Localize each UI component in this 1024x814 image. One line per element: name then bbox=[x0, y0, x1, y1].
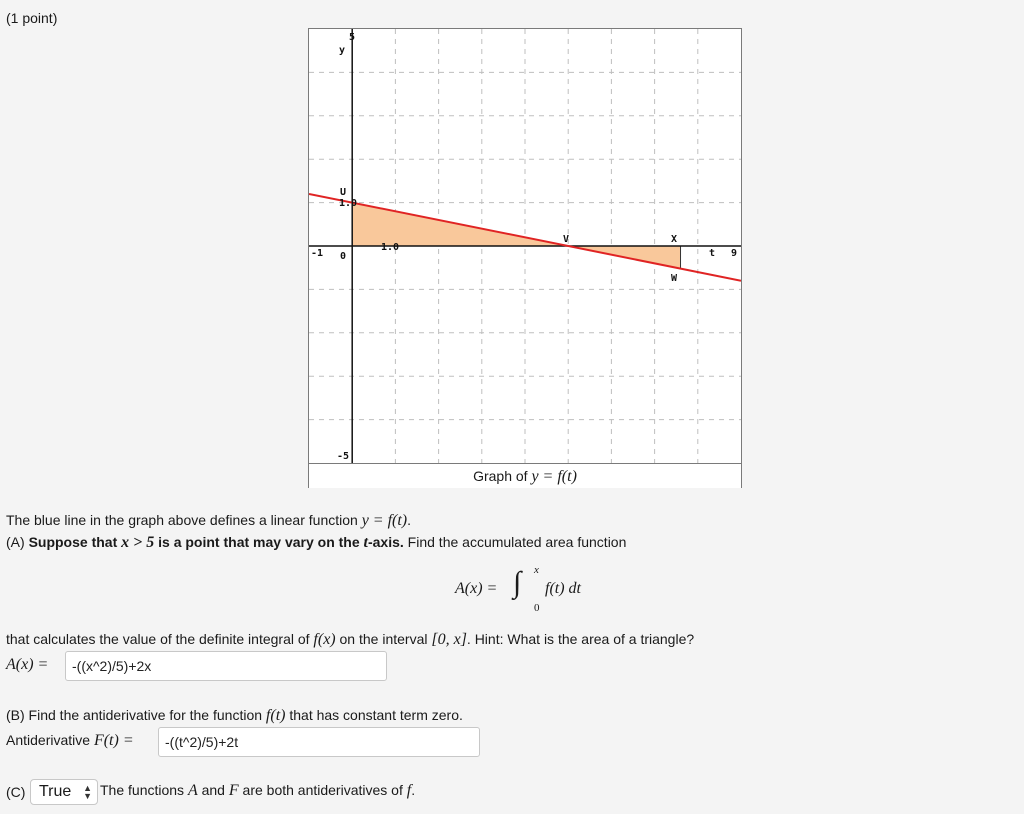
part-c-text-1: The functions bbox=[100, 782, 188, 798]
point-w-label: W bbox=[671, 273, 678, 284]
caption-text: Graph of bbox=[473, 468, 532, 484]
desc-text-3: . Hint: What is the area of a triangle? bbox=[466, 631, 695, 647]
point-u-label: U bbox=[340, 187, 347, 198]
part-c-line bbox=[100, 782, 415, 800]
point-u-value: 1.0 bbox=[339, 198, 358, 209]
part-b-text-1: (B) Find the antiderivative for the function bbox=[6, 707, 266, 723]
integral-sign-icon: ∫ bbox=[513, 566, 522, 599]
point-v-label: V bbox=[563, 234, 570, 245]
answer-a-label: A(x) = bbox=[6, 656, 49, 673]
part-a-rest: Find the accumulated area function bbox=[403, 534, 627, 550]
intro-line bbox=[6, 512, 411, 530]
graph-plot bbox=[309, 29, 741, 463]
y-axis-label: y bbox=[339, 45, 346, 56]
origin-label: 0 bbox=[340, 251, 347, 262]
graph-caption bbox=[309, 463, 741, 488]
formula-lhs: A(x) = bbox=[455, 580, 498, 597]
intro-end: . bbox=[407, 512, 412, 528]
formula-lower-limit: 0 bbox=[534, 602, 540, 614]
part-a-math-2: t bbox=[363, 534, 368, 551]
part-b-text-2: that has constant term zero. bbox=[285, 707, 463, 723]
part-c-math-2: F bbox=[228, 782, 239, 799]
part-c-text-2: and bbox=[197, 782, 229, 798]
intro-math: y = f(t) bbox=[361, 512, 408, 529]
point-value: (1 point) bbox=[6, 10, 58, 26]
part-b-line bbox=[6, 707, 463, 725]
intro-text: The blue line in the graph above defines a linear function bbox=[6, 512, 362, 528]
y-min-label: -5 bbox=[337, 451, 350, 462]
part-a-bold-1: Suppose that bbox=[28, 534, 122, 550]
point-x-label: X bbox=[671, 234, 678, 245]
formula-upper-limit: x bbox=[534, 564, 539, 576]
select-value: True bbox=[39, 783, 72, 800]
answer-b-label bbox=[6, 732, 134, 750]
part-c-prefix: (C) bbox=[6, 784, 26, 800]
integral-formula bbox=[455, 564, 615, 616]
desc-math-1: f(x) bbox=[313, 631, 336, 648]
y-max-label: 5 bbox=[349, 32, 356, 43]
graph-panel bbox=[308, 28, 742, 488]
caption-math: y = f(t) bbox=[531, 468, 577, 485]
part-c-text-4: . bbox=[411, 782, 416, 798]
answer-b-input[interactable]: -((t^2)/5)+2t bbox=[158, 727, 480, 757]
answer-a-input[interactable]: -((x^2)/5)+2x bbox=[65, 651, 387, 681]
desc-math-2: [0, x] bbox=[431, 631, 467, 648]
t-axis-label: t bbox=[709, 248, 716, 259]
part-a-math-1: x > 5 bbox=[121, 534, 155, 551]
part-a-bold-3: -axis. bbox=[367, 534, 404, 550]
t-min-label: -1 bbox=[311, 248, 324, 259]
desc-text-1: that calculates the value of the definite integral of bbox=[6, 631, 314, 647]
description-line bbox=[6, 631, 694, 649]
part-a-bold-2: is a point that may vary on the bbox=[154, 534, 364, 550]
answer-b-label-math: F(t) = bbox=[93, 732, 134, 749]
part-b-math: f(t) bbox=[265, 707, 286, 724]
desc-text-2: on the interval bbox=[335, 631, 432, 647]
part-a-prefix: (A) bbox=[6, 534, 29, 550]
select-arrows-icon: ▲ ▼ bbox=[83, 783, 92, 801]
part-c-math-1: A bbox=[187, 782, 198, 799]
part-c-math-3: f bbox=[406, 782, 412, 799]
formula-integrand: f(t) dt bbox=[545, 580, 581, 597]
true-false-select[interactable] bbox=[30, 779, 98, 805]
answer-b-label-text: Antiderivative bbox=[6, 732, 94, 748]
part-c-text-3: are both antiderivatives of bbox=[238, 782, 407, 798]
part-a-line bbox=[6, 534, 626, 552]
point-v-value: 1.0 bbox=[381, 242, 400, 253]
t-max-label: 9 bbox=[731, 248, 738, 259]
